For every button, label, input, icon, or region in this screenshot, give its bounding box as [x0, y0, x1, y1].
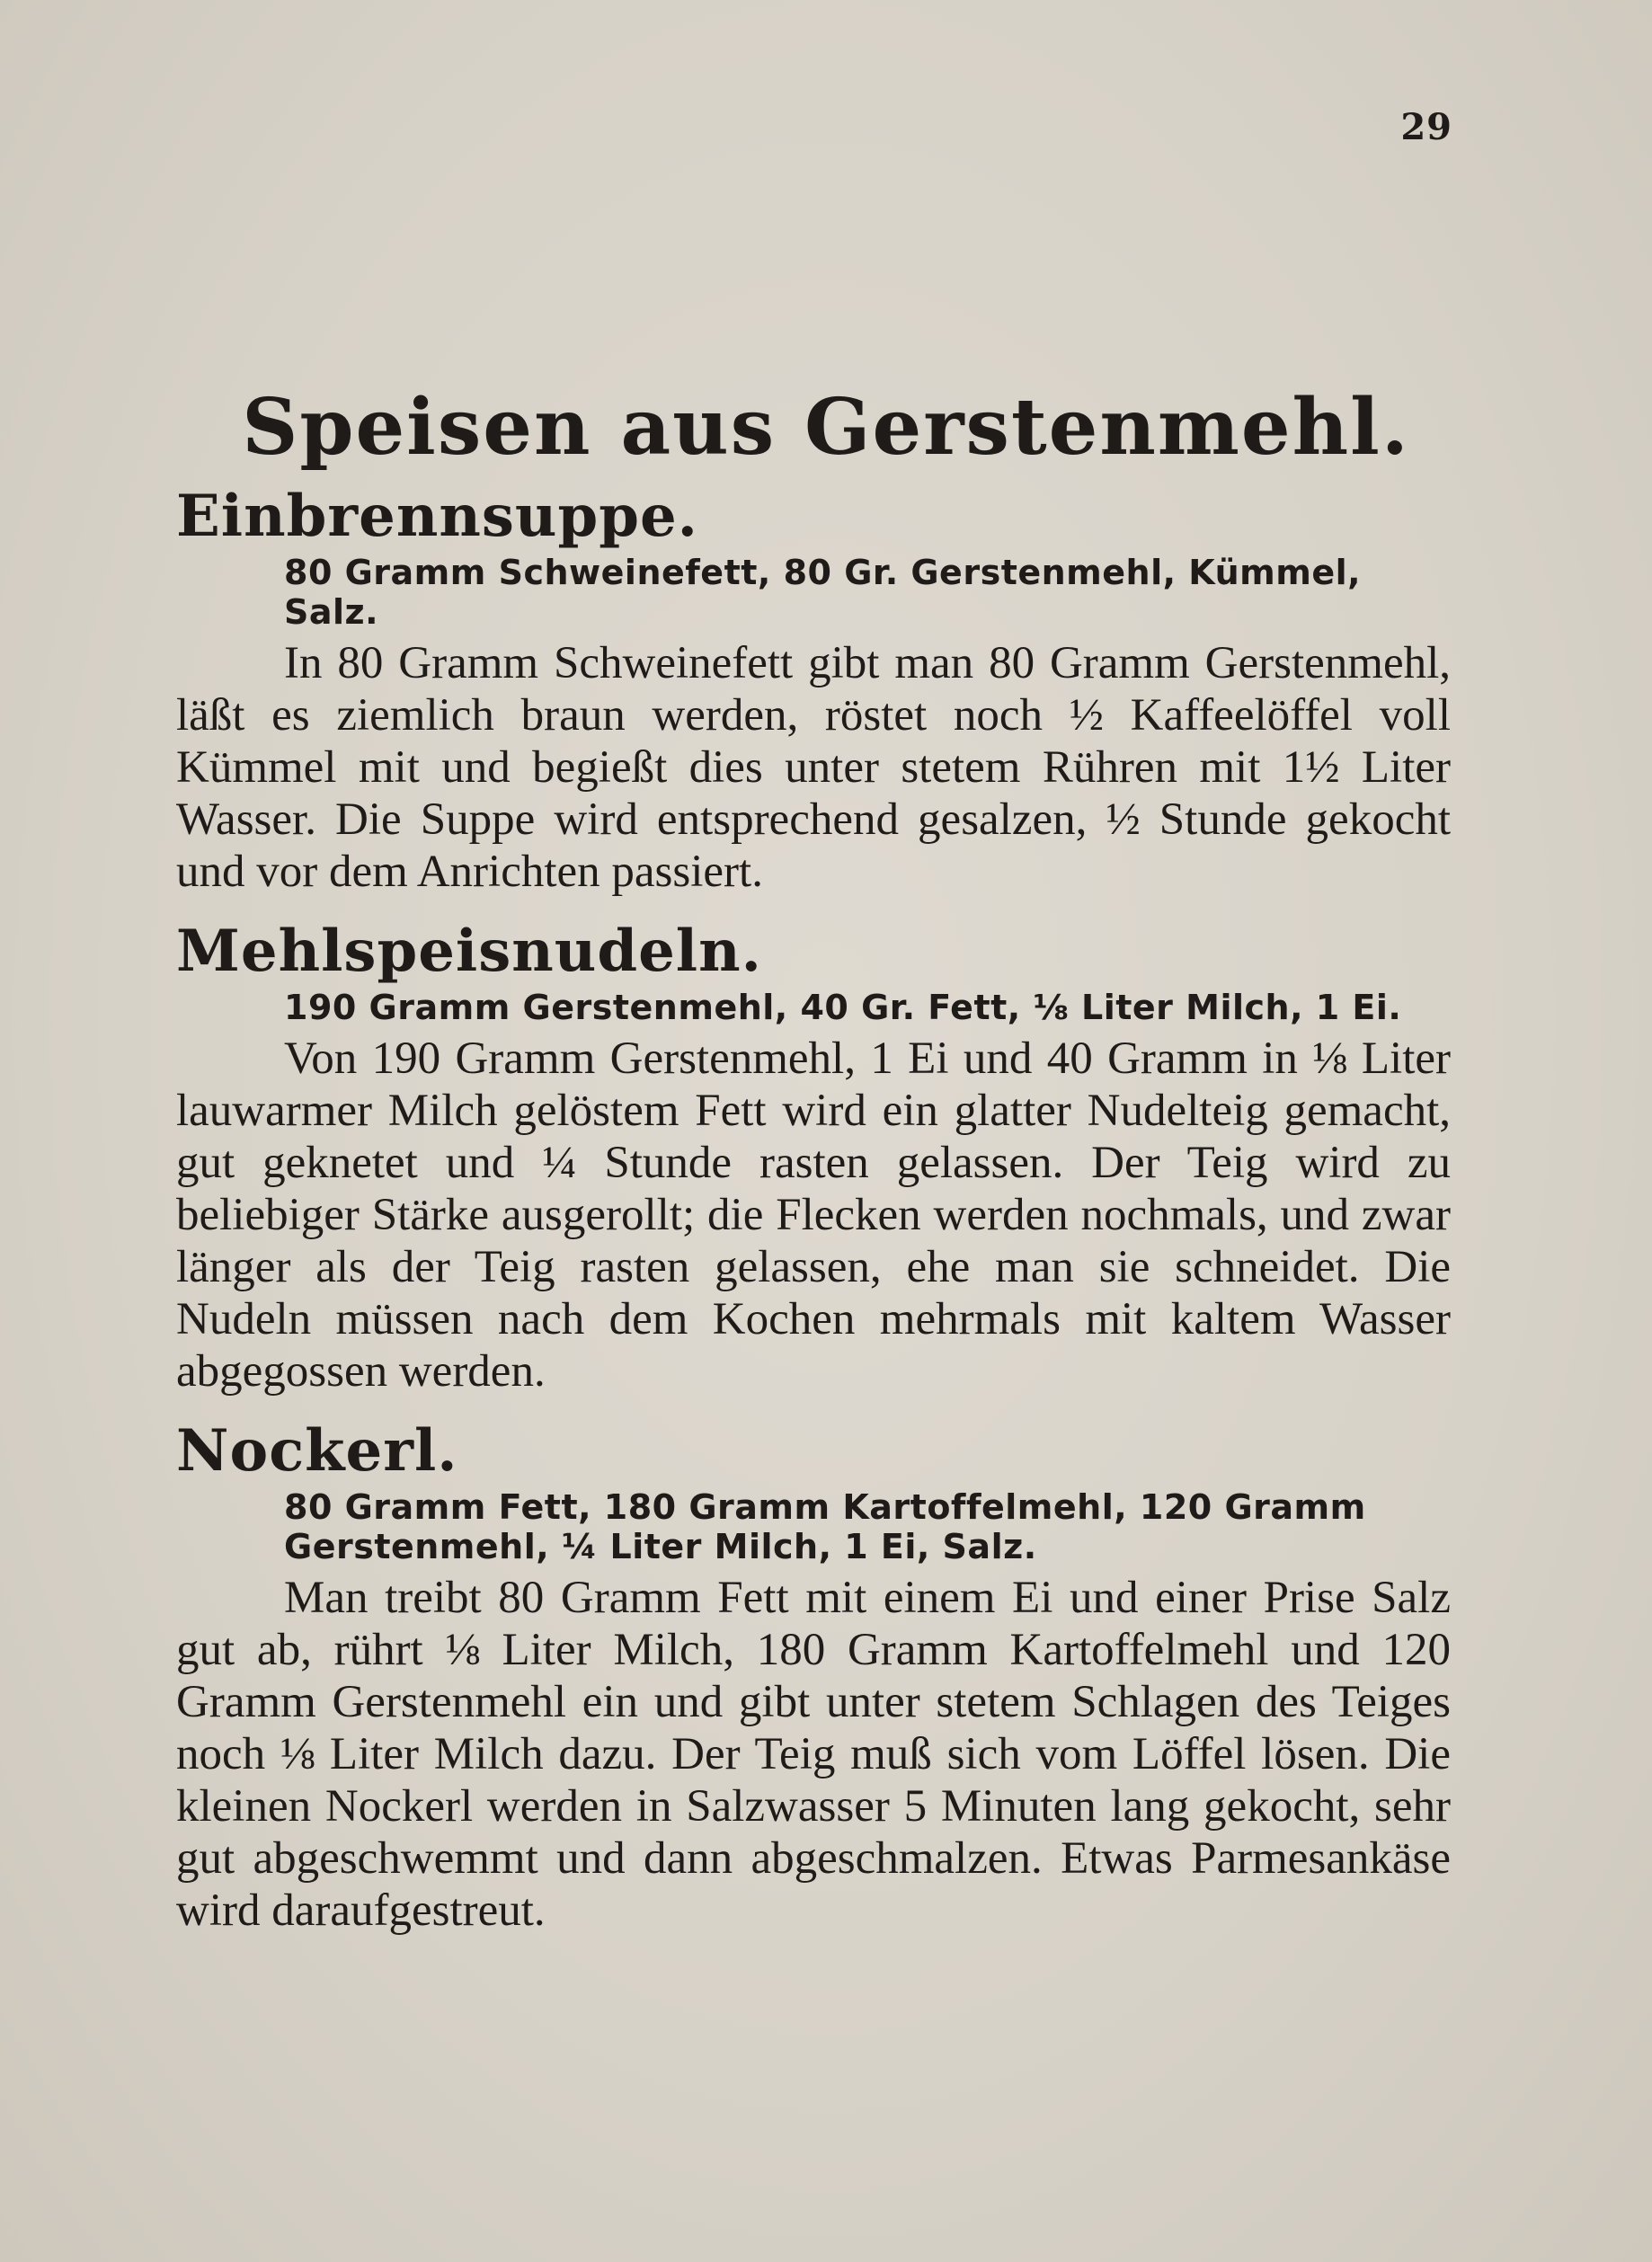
- recipe-instructions: Man treibt 80 Gramm Fett mit einem Ei und einer Prise Salz gut ab, rührt ⅛ Liter Milch, 180 Gramm Kartoffelmehl und 120 Gramm Gerstenmehl ein und gibt unter stetem Schlagen des Teiges noch ⅛ Liter Milch dazu. Der Teig muß sich vom Löffel lösen. Die kleinen Nockerl werden in Salzwasser 5 Minuten lang gekocht, sehr gut abgeschwemmt und dann abgeschmalzen. Etwas Parmesankäse wird daraufgestreut.: [176, 1573, 1451, 1936]
- recipe-ingredients: 190 Gramm Gerstenmehl, 40 Gr. Fett, ⅛ Liter Milch, 1 Ei.: [284, 988, 1402, 1027]
- recipe-instructions: In 80 Gramm Schweinefett gibt man 80 Gramm Gerstenmehl, läßt es ziemlich braun werden, röstet noch ½ Kaffeelöffel voll Kümmel mit und begießt dies unter stetem Rühren mit 1½ Liter Wasser. Die Suppe wird entsprechend gesalzen, ½ Stunde gekocht und vor dem Anrichten passiert.: [176, 638, 1451, 897]
- recipe-instructions: Von 190 Gramm Gerstenmehl, 1 Ei und 40 Gramm in ⅛ Liter lauwarmer Milch gelöstem Fett wird ein glatter Nudelteig gemacht, gut geknetet und ¼ Stunde rasten gelassen. Der Teig wird zu beliebiger Stärke ausgerollt; die Flecken werden nochmals, und zwar länger als der Teig rasten gelassen, ehe man sie schneidet. Die Nudeln müssen nach dem Kochen mehrmals mit kaltem Wasser abgegossen werden.: [176, 1033, 1451, 1397]
- page-number: 29: [1400, 106, 1452, 148]
- recipe-title: Einbrennsuppe.: [176, 483, 698, 550]
- show-through-text: [153, 207, 1447, 270]
- recipe-ingredients: 80 Gramm Schweinefett, 80 Gr. Gerstenmehl, Kümmel, Salz.: [284, 553, 1362, 632]
- recipe-list: [176, 481, 1451, 1937]
- recipe-einbrennsuppe: [176, 481, 1451, 898]
- recipe-mehlspeisnudeln: [176, 916, 1451, 1397]
- recipe-nockerl: [176, 1415, 1451, 1937]
- recipe-ingredients: 80 Gramm Fett, 180 Gramm Kartoffelmehl, 120 Gramm Gerstenmehl, ¼ Liter Milch, 1 Ei, Salz.: [284, 1487, 1366, 1566]
- recipe-title: Mehlspeisnudeln.: [176, 918, 762, 985]
- page-title: Speisen aus Gerstenmehl.: [242, 381, 1410, 473]
- recipe-title: Nockerl.: [176, 1417, 458, 1485]
